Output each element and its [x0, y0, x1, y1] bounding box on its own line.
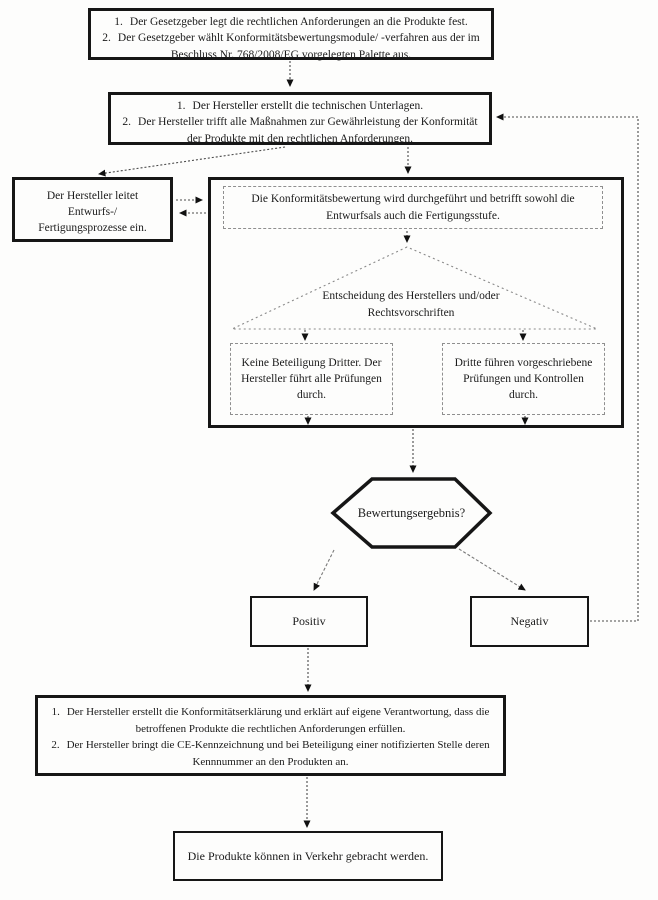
negative-label: Negativ [510, 614, 549, 629]
item-text: Der Hersteller erstellt die Konformitätserklärung und erklärt auf eigene Verantwortung, dass die betroffenen Produkte die rechtlichen Anforderungen erfüllen. [66, 706, 490, 735]
legislator-item-1 [97, 14, 485, 30]
item-number: 2. [122, 116, 132, 129]
item-text: Der Hersteller bringt die CE-Kennzeichnung und bei Beteiligung einer notifizierten Stelle deren Kennnummer an den Produkten an. [66, 739, 490, 769]
positive-box [250, 596, 368, 647]
no-third-party-box [230, 343, 393, 415]
decision-triangle-label: Entscheidung des Herstellers und/oder Rechtsvorschriften [322, 290, 500, 319]
negative-box [470, 596, 589, 647]
third-party-box [442, 343, 605, 415]
third-party-text: Dritte führen vorgeschriebene Prüfungen und Kontrollen durch. [454, 356, 593, 402]
legislator-item-2 [97, 30, 485, 63]
no-third-party-text: Keine Beteiligung Dritter. Der Hersteller führt alle Prüfungen durch. [241, 356, 382, 402]
item-number: 1. [51, 706, 60, 718]
manufacturer-item-1 [117, 98, 483, 114]
item-number: 1. [114, 16, 123, 28]
item-text: Der Gesetzgeber wählt Konformitätsbewertungsmodule/ -verfahren aus der im Beschluss Nr. 768/2008/EG vorgelegten Palette aus. [117, 32, 480, 61]
declaration-item-1 [44, 704, 497, 737]
legislator-box [88, 8, 494, 60]
market-text: Die Produkte können in Verkehr gebracht werden. [187, 848, 429, 863]
item-number: 1. [176, 100, 186, 112]
design-process-box [12, 177, 173, 242]
declaration-box [35, 695, 506, 776]
item-number: 2. [51, 739, 60, 752]
result-hexagon-label: Bewertungsergebnis? [357, 505, 466, 520]
item-number: 2. [102, 32, 111, 45]
market-box [173, 831, 443, 881]
manufacturer-item-2 [117, 114, 483, 147]
manufacturer-prep-box [108, 92, 492, 145]
conformity-assessment-text: Die Konformitätsbewertung wird durchgeführt und betrifft sowohl die Entwurfsals auch die Fertigungsstufe. [251, 193, 575, 222]
arrow-result-to-positive [314, 550, 334, 590]
item-text: Der Gesetzgeber legt die rechtlichen Anforderungen an die Produkte fest. [129, 16, 468, 28]
arrow-result-to-negative [459, 549, 525, 590]
design-process-text: Der Hersteller leitet Entwurfs-/ Fertigungsprozesse ein. [38, 190, 147, 235]
item-text: Der Hersteller trifft alle Maßnahmen zur Gewährleistung der Konformität der Produkte mit den rechtlichen Anforderungen. [138, 116, 478, 145]
arrow-manufacturer-to-design [99, 147, 285, 174]
item-text: Der Hersteller erstellt die technischen Unterlagen. [192, 100, 424, 112]
conformity-assessment-box [223, 186, 603, 229]
declaration-item-2 [44, 737, 497, 770]
positive-label: Positiv [292, 614, 326, 629]
